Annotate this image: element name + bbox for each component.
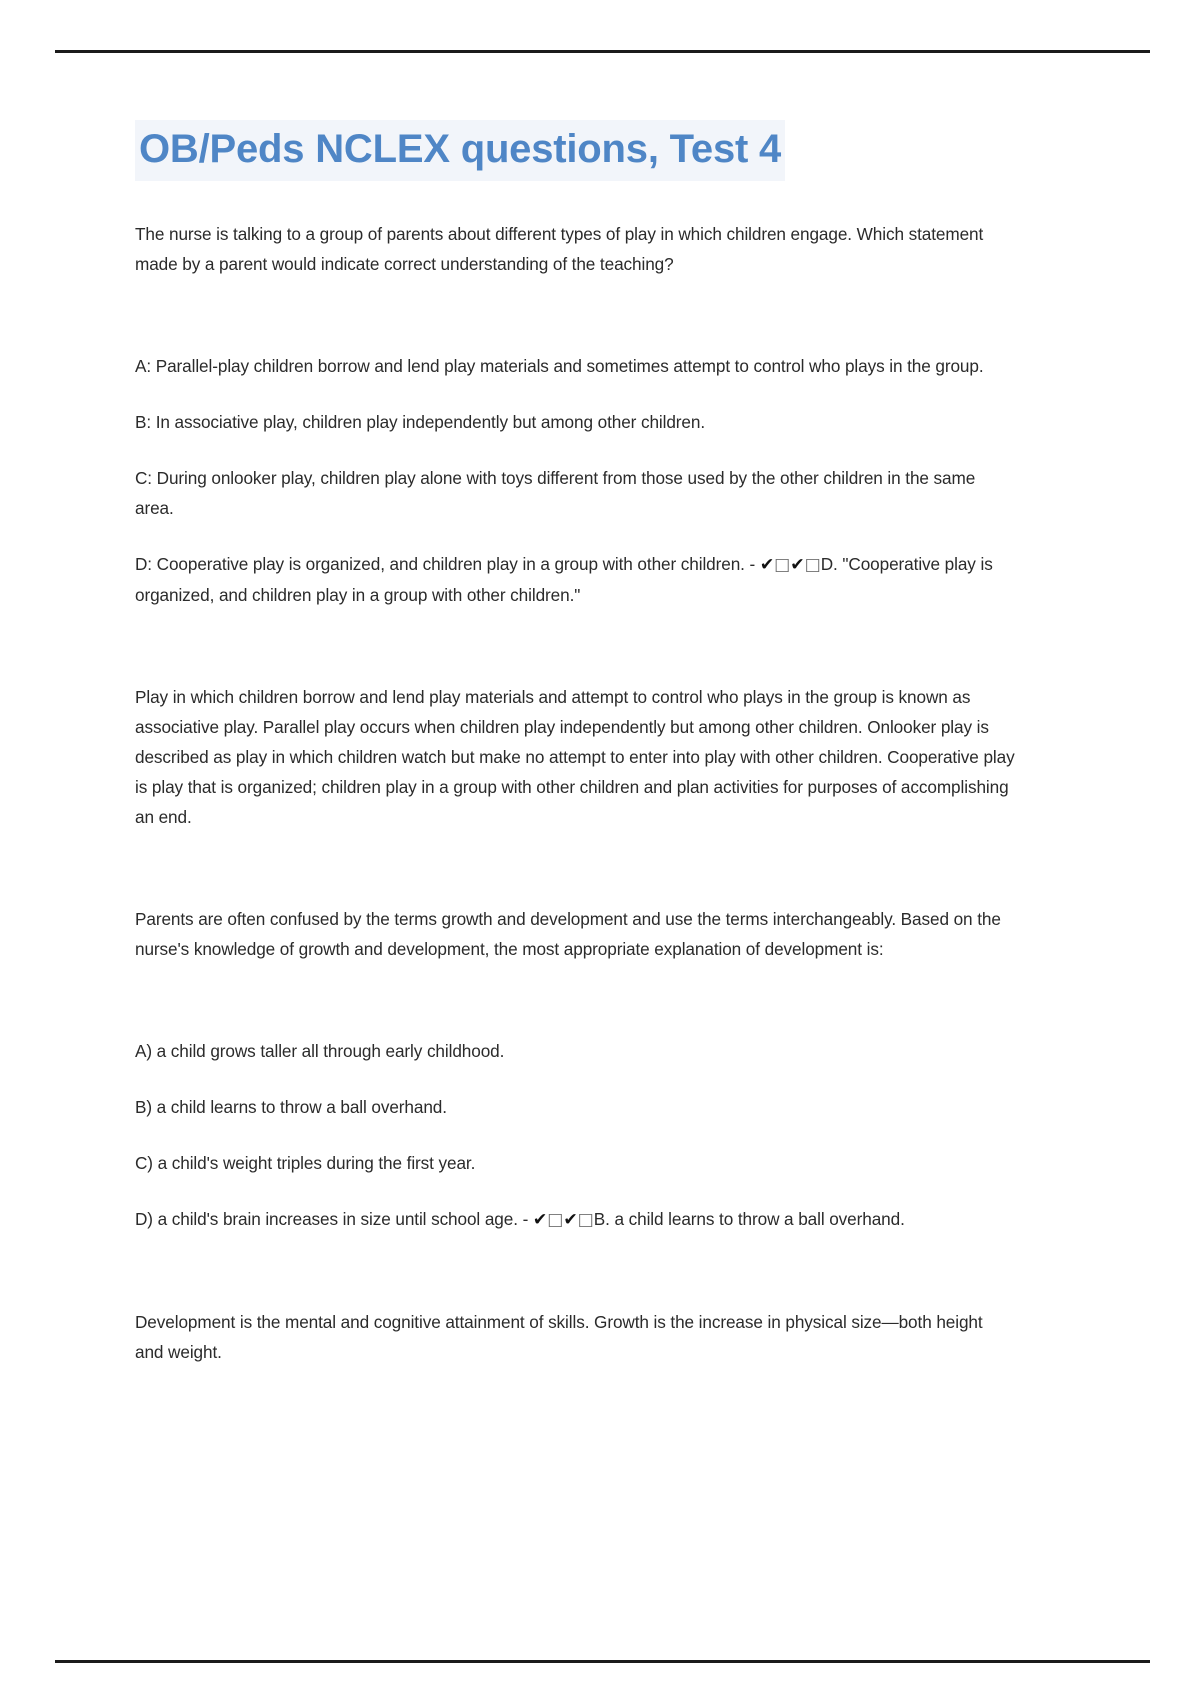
question-2-option-d-text: D) a child's brain increases in size until school age. xyxy=(135,1209,518,1230)
question-1-correct-answer: D. "Cooperative play is organized, and children play in a group with other children." xyxy=(135,554,993,606)
question-1-rationale: Play in which children borrow and lend play materials and attempt to control who plays in the group is known as associative play. Parallel play occurs when children play independently but among other children. Onlooker play is described as play in which children watch but make no attempt to enter into play with other children. Cooperative play is play that is organized; children play in a group with other children and plan activities for purposes of accomplishing an end. xyxy=(135,687,1015,828)
question-1-option-a[interactable]: A: Parallel-play children borrow and lend play materials and sometimes attempt to control who plays in the group. xyxy=(135,356,984,377)
spacer xyxy=(135,990,1015,1036)
answer-separator-2: - xyxy=(517,1209,533,1230)
question-2-option-b[interactable]: B) a child learns to throw a ball overhand. xyxy=(135,1097,447,1118)
question-1-option-c[interactable]: C: During onlooker play, children play alone with toys different from those used by the other children in the same area. xyxy=(135,468,976,519)
spacer xyxy=(135,305,1015,351)
empty-box-icon-4: □ xyxy=(577,1210,594,1231)
question-2-correct-answer: B. a child learns to throw a ball overhand. xyxy=(593,1209,905,1230)
question-2-option-c[interactable]: C) a child's weight triples during the first year. xyxy=(135,1153,476,1174)
question-1-option-d-text: D: Cooperative play is organized, and children play in a group with other children. xyxy=(135,554,745,575)
question-1-option-d[interactable] xyxy=(135,549,1015,610)
page-title: OB/Peds NCLEX questions, Test 4 xyxy=(135,120,785,181)
question-2-rationale: Development is the mental and cognitive attainment of skills. Growth is the increase in physical size—both height and weight. xyxy=(135,1312,983,1363)
check-mark-icon-3: ✔ xyxy=(532,1210,548,1231)
spacer xyxy=(135,636,1015,682)
spacer xyxy=(135,1261,1015,1307)
question-1-option-b[interactable]: B: In associative play, children play independently but among other children. xyxy=(135,412,706,433)
footer-divider xyxy=(55,1660,1150,1663)
check-mark-icon-4: ✔ xyxy=(563,1210,578,1231)
question-2-stem: Parents are often confused by the terms growth and development and use the terms interchangeably. Based on the nurse's knowledge of growth and development, the most appropriate explanation of development is: xyxy=(135,909,1001,960)
check-mark-icon-2: ✔ xyxy=(790,555,805,576)
empty-box-icon-2: □ xyxy=(804,555,821,576)
empty-box-icon-3: □ xyxy=(547,1210,564,1231)
empty-box-icon: □ xyxy=(774,555,791,576)
spacer xyxy=(135,858,1015,904)
answer-separator: - xyxy=(744,554,760,575)
question-2-option-a[interactable]: A) a child grows taller all through early childhood. xyxy=(135,1041,505,1062)
question-1-stem: The nurse is talking to a group of parents about different types of play in which children engage. Which statement made by a parent would indicate correct understanding of the teaching? xyxy=(135,224,984,275)
document-content xyxy=(135,120,1015,1393)
header-divider xyxy=(55,50,1150,53)
question-2-option-d[interactable] xyxy=(135,1204,1015,1235)
check-mark-icon: ✔ xyxy=(759,555,775,576)
